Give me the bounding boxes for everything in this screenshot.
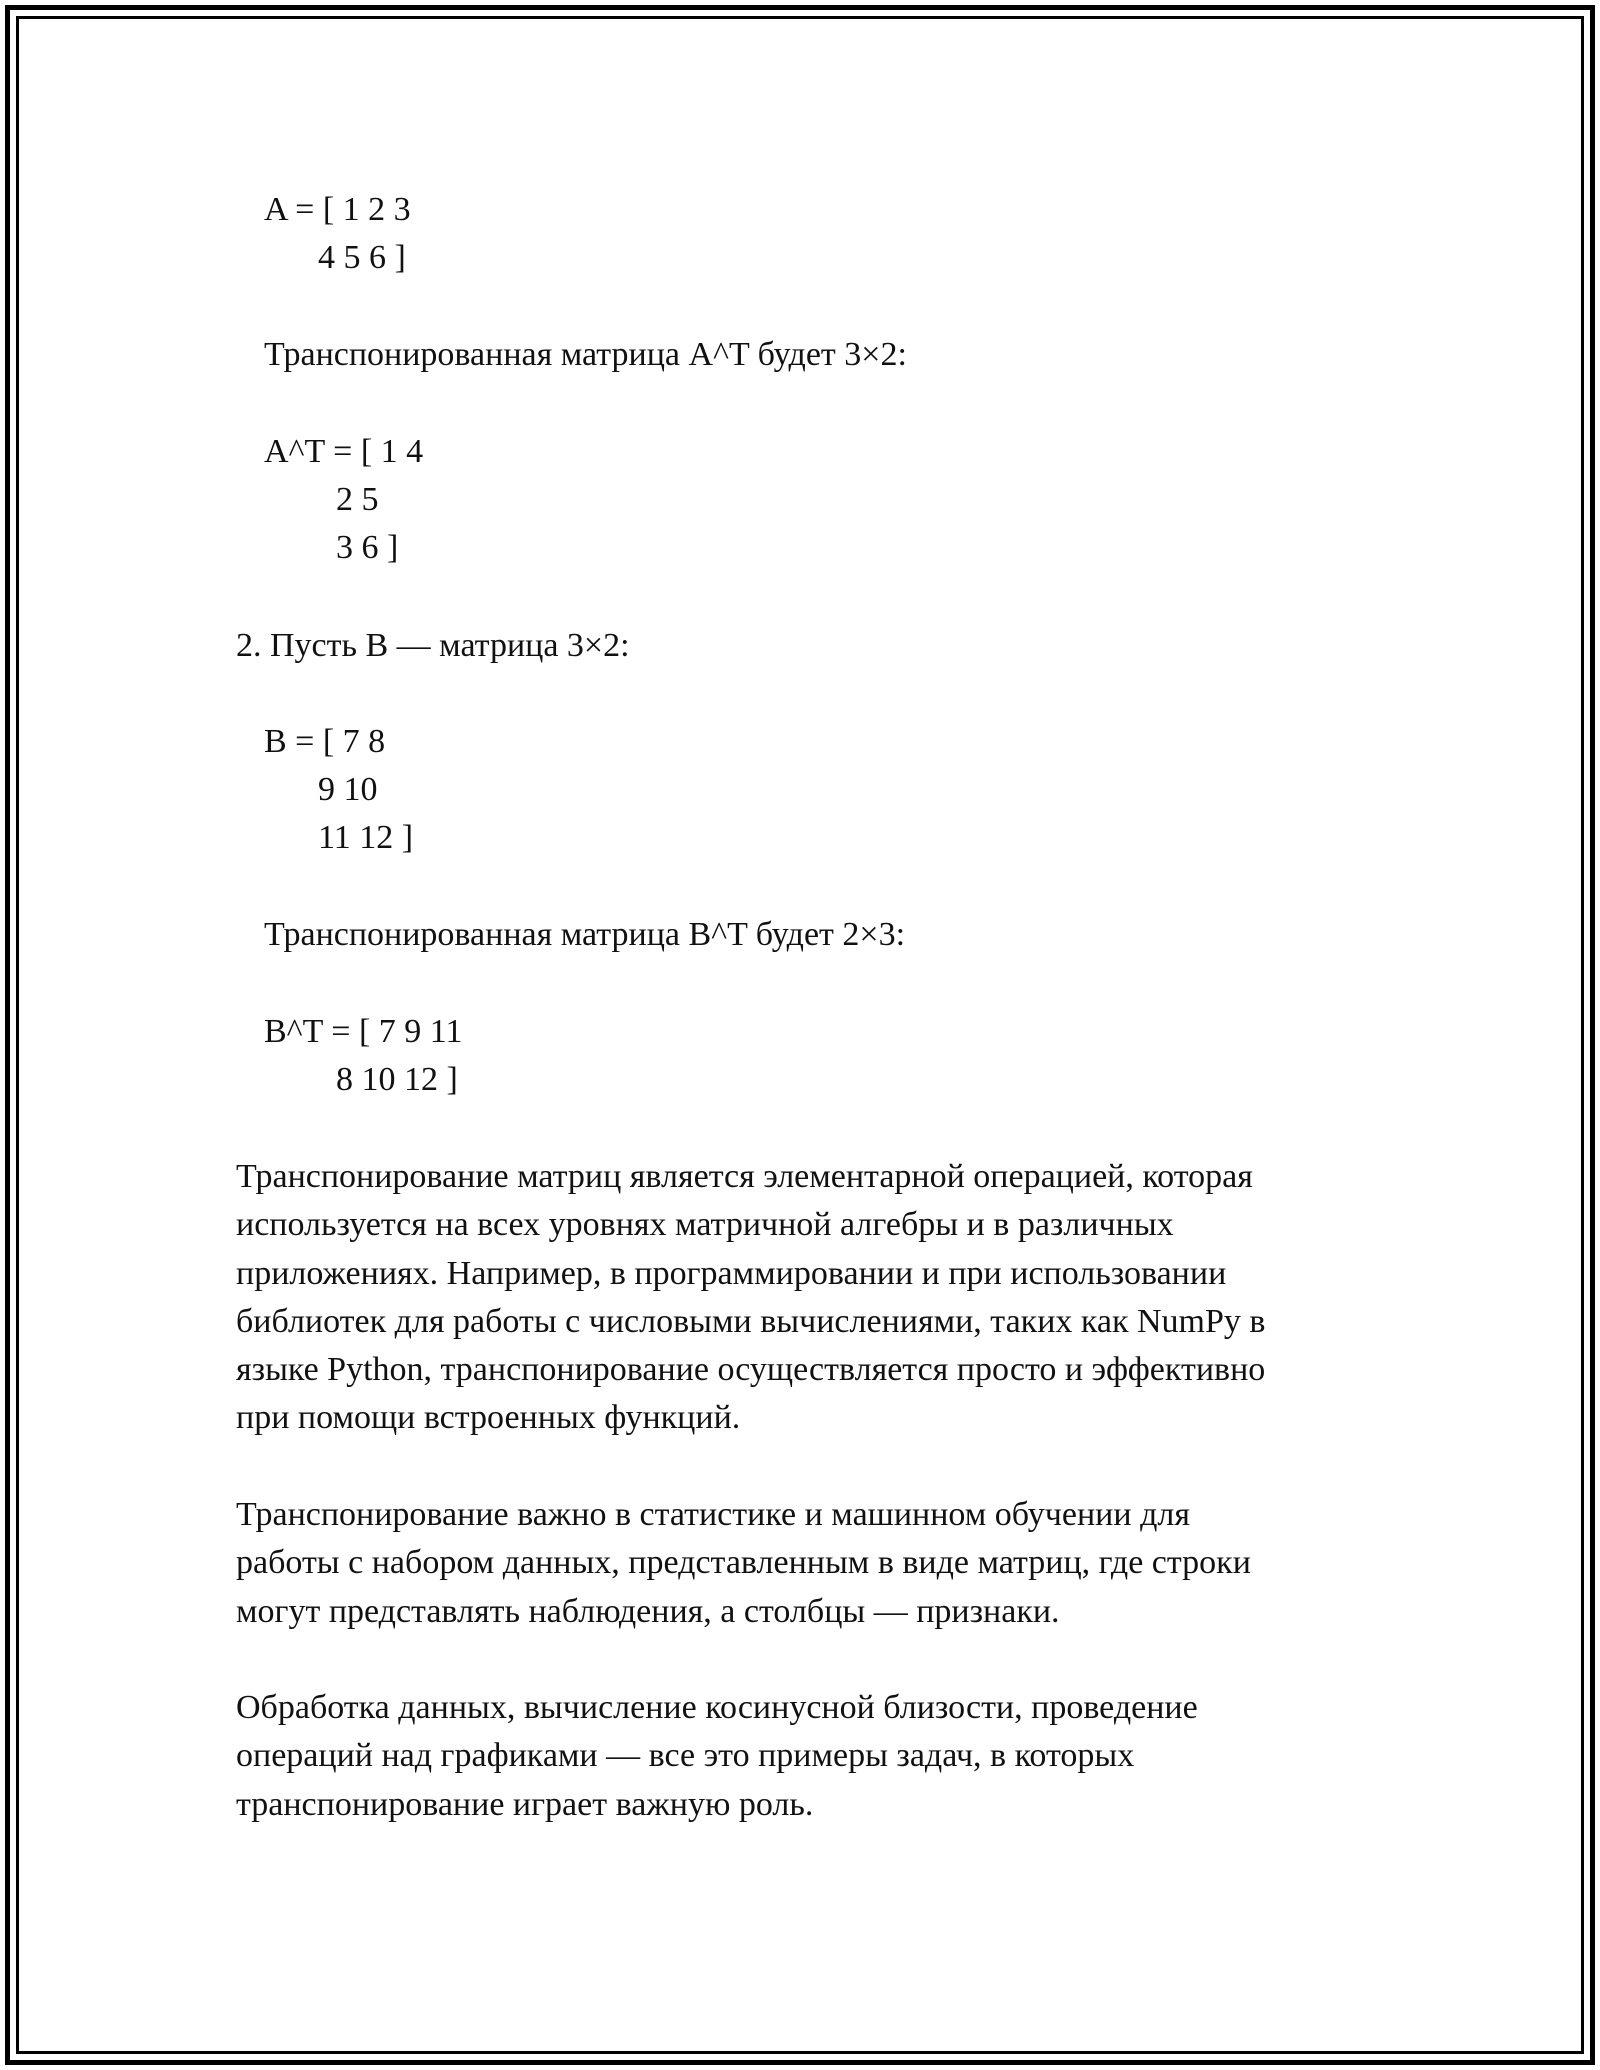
paragraph-line: при помощи встроенных функций. <box>236 1399 741 1437</box>
matrix-at-line-2: 2 5 <box>336 481 379 518</box>
matrix-at-line-3: 3 6 ] <box>336 529 399 566</box>
paragraph-line: Транспонирование важно в статистике и машинном обучении для <box>236 1496 1190 1533</box>
paragraph-line: приложениях. Например, в программировании и при использовании <box>236 1254 1227 1292</box>
matrix-b-line-1: B = [ 7 8 <box>264 723 386 760</box>
paragraph-statistics-ml <box>236 1491 1376 1636</box>
matrix-b-line-3: 11 12 ] <box>318 819 414 856</box>
matrix-bt-line-2: 8 10 12 ] <box>336 1061 458 1098</box>
paragraph-line: работы с набором данных, представленным в виде матриц, где строки <box>236 1544 1251 1582</box>
paragraph-examples <box>236 1684 1376 1829</box>
matrix-a-line-1: A = [ 1 2 3 <box>264 191 411 228</box>
matrix-a-line-2: 4 5 6 ] <box>318 239 406 276</box>
paragraph-line: Транспонирование матриц является элементарной операцией, которая <box>236 1158 1253 1195</box>
paragraph-line: транспонирование играет важную роль. <box>236 1785 814 1823</box>
paragraph-transposition-overview <box>236 1153 1376 1443</box>
transpose-a-caption: Транспонированная матрица A^T будет 3×2: <box>264 336 907 373</box>
matrix-bt-line-1: B^T = [ 7 9 11 <box>264 1013 463 1050</box>
matrix-b-line-2: 9 10 <box>318 771 378 808</box>
matrix-at-line-1: A^T = [ 1 4 <box>264 433 424 470</box>
paragraph-line: библиотек для работы с числовыми вычислениями, таких как NumPy в <box>236 1302 1266 1340</box>
paragraph-line: используется на всех уровнях матричной алгебры и в различных <box>236 1206 1174 1244</box>
paragraph-line: языке Python, транспонирование осуществляется просто и эффективно <box>236 1351 1266 1389</box>
item-2-heading: 2. Пусть B — матрица 3×2: <box>236 627 630 664</box>
paragraph-line: операций над графиками — все это примеры задач, в которых <box>236 1737 1135 1775</box>
transpose-b-caption: Транспонированная матрица B^T будет 2×3: <box>264 916 906 953</box>
paragraph-line: Обработка данных, вычисление косинусной близости, проведение <box>236 1689 1198 1726</box>
paragraph-line: могут представлять наблюдения, а столбцы — признаки. <box>236 1592 1060 1630</box>
